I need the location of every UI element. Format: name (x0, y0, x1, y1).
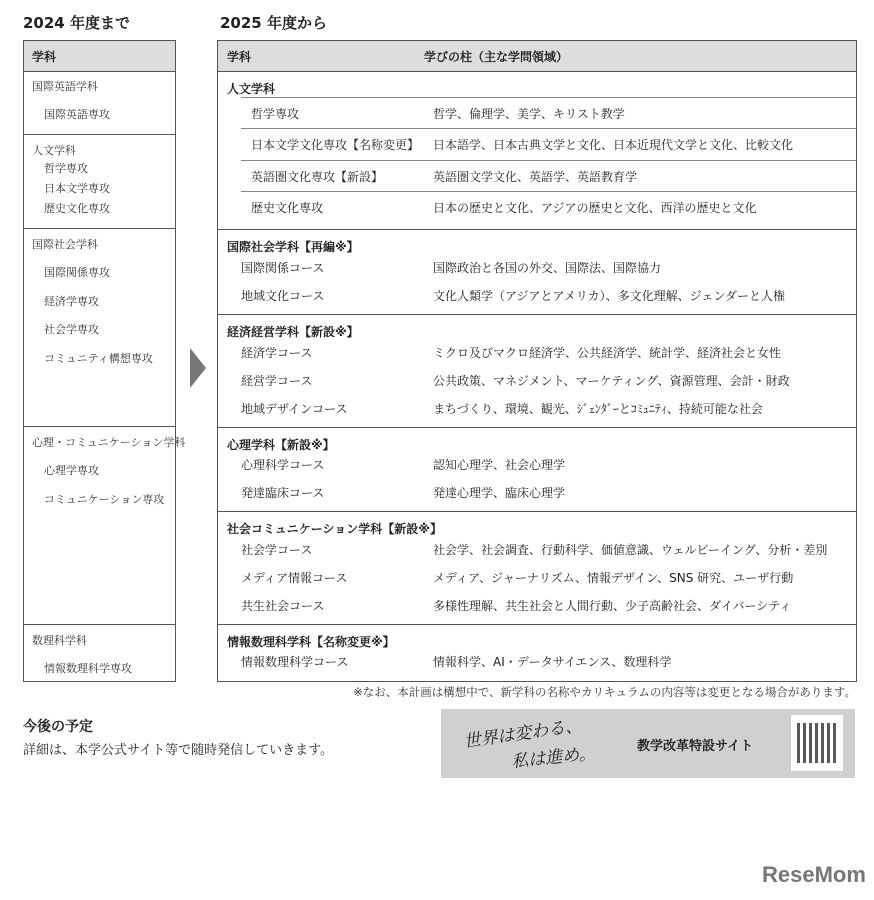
banner-label: 教学改革特設サイト (637, 739, 754, 754)
right-title: 2025 年度から (220, 14, 327, 32)
slogan-line1: 世界は変わる、 (462, 715, 584, 753)
header-department: 学科 (32, 50, 57, 64)
schedule-text: 詳細は、本学公式サイト等で随時発信していきます。 (23, 743, 334, 758)
major-item: 国際英語専攻 (44, 108, 110, 121)
course-name: 歴史文化専攻 (251, 201, 324, 215)
major-item: 心理学専攻 (44, 464, 99, 477)
row-divider (241, 160, 856, 161)
course-name: 英語圏文化専攻【新設】 (251, 170, 384, 184)
major-item: 歴史文化専攻 (44, 202, 110, 215)
course-name: 日本文学文化専攻【名称変更】 (251, 138, 420, 152)
new-departments-table (217, 40, 857, 682)
group-title: 社会コミュニケーション学科【新設※】 (227, 522, 442, 536)
major-item: 哲学専攻 (44, 162, 88, 175)
table-header (24, 41, 175, 72)
major-item: 日本文学専攻 (44, 182, 110, 195)
course-pillars: 社会学、社会調査、行動科学、価値意識、ウェルビーイング、分析・差別 (433, 543, 828, 557)
department-section (24, 71, 175, 134)
group-divider (218, 427, 856, 428)
major-item: コミュニティ構想専攻 (44, 352, 153, 365)
department-section (24, 134, 175, 229)
course-name: 社会学コース (241, 543, 313, 557)
course-pillars: 情報科学、AI・データサイエンス、数理科学 (433, 655, 672, 669)
course-name: 地域デザインコース (241, 402, 348, 416)
department-section (24, 624, 175, 682)
group-divider (218, 624, 856, 625)
special-site-banner[interactable] (441, 709, 855, 778)
footnote: ※なお、本計画は構想中で、新学科の名称やカリキュラムの内容等は変更となる場合があります。 (353, 685, 856, 699)
course-name: 共生社会コース (241, 599, 325, 613)
row-divider (241, 97, 856, 98)
group-divider (218, 229, 856, 230)
qr-code-icon[interactable] (791, 715, 843, 771)
table-header (218, 41, 856, 72)
course-pillars: 文化人類学（アジアとアメリカ）、多文化理解、ジェンダーと人権 (433, 289, 785, 303)
group-title: 心理学科【新設※】 (227, 438, 335, 452)
course-pillars: 多様性理解、共生社会と人間行動、少子高齢社会、ダイバーシティ (433, 599, 792, 613)
group-title: 経済経営学科【新設※】 (227, 325, 359, 339)
course-name: 地域文化コース (241, 289, 325, 303)
course-name: 哲学専攻 (251, 107, 300, 121)
left-title: 2024 年度まで (23, 14, 130, 32)
major-item: 国際関係専攻 (44, 266, 110, 279)
course-pillars: 日本の歴史と文化、アジアの歴史と文化、西洋の歴史と文化 (433, 201, 757, 215)
department-title: 人文学科 (32, 144, 76, 157)
slogan-line2: 私は進め。 (510, 743, 597, 773)
group-title: 人文学科 (227, 82, 276, 96)
old-departments-table (23, 40, 186, 682)
course-pillars: まちづくり、環境、観光、ｼﾞｪﾝﾀﾞｰとｺﾐｭﾆﾃｨ、持続可能な社会 (433, 402, 763, 416)
course-pillars: ミクロ及びマクロ経済学、公共経済学、統計学、経済社会と女性 (433, 346, 782, 360)
department-title: 国際社会学科 (32, 238, 98, 251)
course-name: 心理科学コース (241, 458, 325, 472)
course-pillars: 哲学、倫理学、美学、キリスト教学 (433, 107, 625, 121)
group-title: 情報数理科学科【名称変更※】 (227, 635, 395, 649)
major-item: 社会学専攻 (44, 323, 99, 336)
major-item: 情報数理科学専攻 (44, 662, 132, 675)
department-section (24, 426, 186, 625)
department-title: 国際英語学科 (32, 80, 98, 93)
group-title: 国際社会学科【再編※】 (227, 240, 359, 254)
course-pillars: 日本語学、日本古典文学と文化、日本近現代文学と文化、比較文化 (433, 138, 794, 152)
course-name: 国際関係コース (241, 261, 325, 275)
course-pillars: 発達心理学、臨床心理学 (433, 486, 566, 500)
major-item: コミュニケーション専攻 (44, 493, 165, 506)
group-divider (218, 511, 856, 512)
course-pillars: 英語圏文学文化、英語学、英語教育学 (433, 170, 638, 184)
resemom-logo: ReseMom (762, 862, 866, 887)
course-pillars: 認知心理学、社会心理学 (433, 458, 566, 472)
header-department: 学科 (227, 50, 252, 64)
group-divider (218, 314, 856, 315)
course-name: 発達臨床コース (241, 486, 325, 500)
department-title: 数理科学科 (32, 634, 87, 647)
arrow-right-icon (190, 348, 206, 388)
course-name: 経営学コース (241, 374, 313, 388)
course-pillars: メディア、ジャーナリズム、情報デザイン、SNS 研究、ユーザ行動 (433, 571, 794, 585)
row-divider (241, 191, 856, 192)
course-name: メディア情報コース (241, 571, 348, 585)
schedule-title: 今後の予定 (23, 719, 93, 735)
course-pillars: 公共政策、マネジメント、マーケティング、資源管理、会計・財政 (433, 374, 790, 388)
department-section (24, 228, 175, 427)
course-pillars: 国際政治と各国の外交、国際法、国際協力 (433, 261, 662, 275)
department-title: 心理・コミュニケーション学科 (32, 436, 186, 449)
course-name: 情報数理科学コース (241, 655, 349, 669)
major-item: 経済学専攻 (44, 295, 99, 308)
header-pillars: 学びの柱（主な学問領域） (424, 50, 569, 64)
row-divider (241, 128, 856, 129)
course-name: 経済学コース (241, 346, 313, 360)
